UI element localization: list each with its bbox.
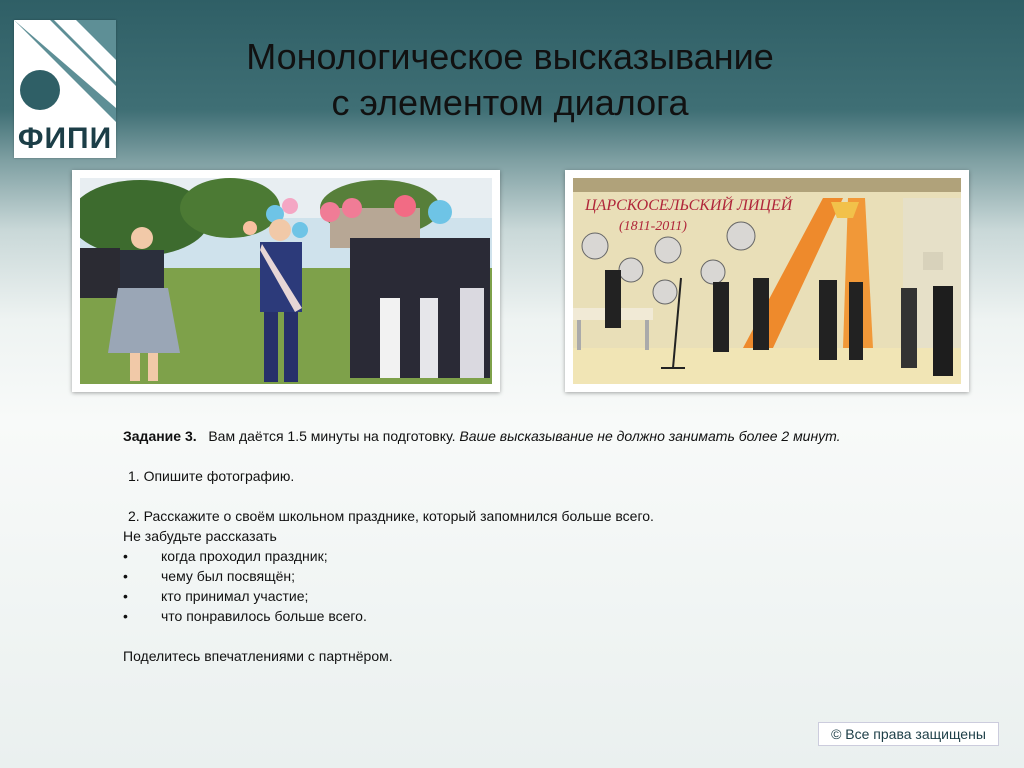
- bullet-icon: •: [123, 568, 128, 584]
- graduation-scene-image: [80, 178, 492, 384]
- task-remember: Не забудьте рассказать: [123, 528, 277, 544]
- bullet-icon: •: [123, 588, 128, 604]
- bullet-item: [123, 546, 993, 566]
- slide-title: [150, 34, 870, 126]
- task-item-2: 2. Расскажите о своём школьном празднике, который запомнился больше всего.: [128, 508, 654, 524]
- bullet-item: [123, 566, 993, 586]
- bullet-item: [123, 586, 993, 606]
- logo-text: ФИПИ: [17, 122, 113, 155]
- title-line-1: Монологическое высказывание: [246, 36, 774, 77]
- fipi-logo: [14, 20, 116, 158]
- bullet-text: что понравилось больше всего.: [161, 608, 367, 624]
- bullet-text: чему был посвящён;: [161, 568, 296, 584]
- copyright-badge: © Все права защищены: [818, 722, 999, 746]
- title-line-2: с элементом диалога: [331, 82, 689, 123]
- bullet-text: кто принимал участие;: [161, 588, 309, 604]
- logo-emblem-icon: [14, 20, 116, 122]
- task-intro: [123, 426, 993, 446]
- task-closing: Поделитесь впечатлениями с партнёром.: [123, 648, 393, 664]
- task-intro-text: Вам даётся 1.5 минуты на подготовку.: [208, 428, 456, 444]
- banner-line-2: (1811-2011): [619, 219, 687, 234]
- bullet-icon: •: [123, 548, 128, 564]
- task-intro-italic: Ваше высказывание не должно занимать более 2 минут.: [459, 428, 841, 444]
- school-graduation-photo: [72, 170, 500, 392]
- lyceum-stage-image: [573, 178, 961, 384]
- bullet-item: [123, 606, 993, 626]
- task-label: Задание 3.: [123, 428, 197, 444]
- bullet-text: когда проходил праздник;: [161, 548, 328, 564]
- task-item-1: 1. Опишите фотографию.: [128, 468, 295, 484]
- tsarskoye-selo-lyceum-stage-photo: [565, 170, 969, 392]
- task-block: [123, 426, 993, 666]
- banner-line-1: ЦАРСКОСЕЛЬСКИЙ ЛИЦЕЙ: [585, 197, 793, 214]
- bullet-icon: •: [123, 608, 128, 624]
